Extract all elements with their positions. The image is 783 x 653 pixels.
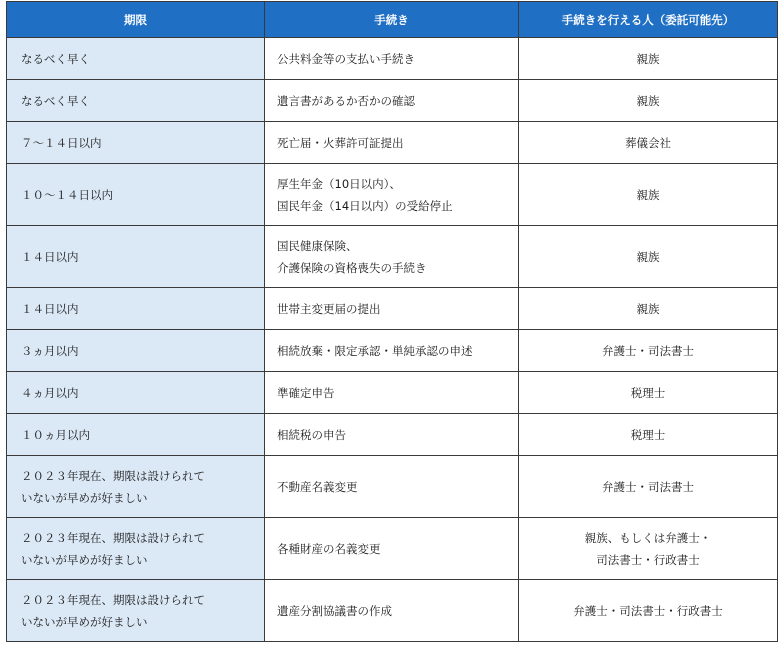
deadline-cell-text: ２０２３年現在、期限は設けられて — [21, 468, 205, 483]
procedure-cell-text: 公共料金等の支払い手続き — [277, 51, 415, 66]
deadline-cell-text: ２０２３年現在、期限は設けられて — [21, 530, 205, 545]
responsible-cell — [519, 38, 778, 80]
responsible-cell — [519, 456, 778, 518]
procedure-cell — [265, 122, 519, 164]
deadline-cell-text: いないが早めが好ましい — [21, 490, 148, 505]
procedure-cell — [265, 518, 519, 580]
procedure-cell-text: 遺言書があるか否かの確認 — [277, 93, 415, 108]
deadline-cell — [7, 330, 265, 372]
responsible-cell-text: 弁護士・司法書士・行政書士 — [573, 603, 723, 618]
deadline-cell-text: いないが早めが好ましい — [21, 552, 148, 567]
deadline-cell-text: １０～１４日以内 — [21, 187, 113, 202]
table-header-row — [7, 2, 778, 38]
procedure-cell — [265, 414, 519, 456]
deadline-cell-text: なるべく早く — [21, 93, 90, 108]
responsible-cell — [519, 414, 778, 456]
deadline-cell-text: １４日以内 — [21, 301, 79, 316]
deadline-cell-text: ３ヵ月以内 — [21, 343, 79, 358]
responsible-cell-text: 司法書士・行政書士 — [596, 552, 700, 567]
procedure-cell-text: 国民年金（14日以内）の受給停止 — [277, 198, 453, 213]
header-responsible: 手続きを行える人（委託可能先） — [519, 2, 778, 38]
responsible-cell — [519, 330, 778, 372]
header-procedure: 手続き — [265, 2, 519, 38]
responsible-cell-text: 税理士 — [630, 427, 666, 442]
deadline-cell-text: いないが早めが好ましい — [21, 614, 148, 629]
responsible-cell-text: 弁護士・司法書士 — [602, 479, 694, 494]
procedure-cell — [265, 80, 519, 122]
procedure-cell — [265, 38, 519, 80]
table-row — [7, 288, 778, 330]
procedure-cell-text: 相続放棄・限定承認・単純承認の申述 — [277, 343, 473, 358]
responsible-cell — [519, 372, 778, 414]
table-body — [7, 38, 778, 642]
responsible-cell-text: 弁護士・司法書士 — [602, 343, 694, 358]
deadline-cell — [7, 164, 265, 226]
table-row — [7, 122, 778, 164]
procedure-cell-text: 介護保険の資格喪失の手続き — [277, 260, 427, 275]
deadline-cell — [7, 372, 265, 414]
procedure-cell — [265, 456, 519, 518]
procedure-cell — [265, 330, 519, 372]
procedure-cell — [265, 372, 519, 414]
responsible-cell — [519, 288, 778, 330]
inheritance-procedures-table — [6, 1, 778, 642]
deadline-cell-text: ２０２３年現在、期限は設けられて — [21, 592, 205, 607]
table-row — [7, 580, 778, 642]
deadline-cell-text: ７～１４日以内 — [21, 135, 102, 150]
procedure-cell-text: 相続税の申告 — [277, 427, 346, 442]
responsible-cell — [519, 226, 778, 288]
header-deadline: 期限 — [7, 2, 265, 38]
procedure-cell — [265, 580, 519, 642]
table-row — [7, 414, 778, 456]
responsible-cell — [519, 164, 778, 226]
responsible-cell-text: 親族 — [636, 187, 660, 202]
responsible-cell-text: 親族 — [636, 301, 660, 316]
table-row — [7, 80, 778, 122]
procedure-cell — [265, 226, 519, 288]
procedure-cell-text: 厚生年金（10日以内）、 — [277, 176, 401, 191]
procedure-cell-text: 各種財産の名義変更 — [277, 541, 381, 556]
table-row — [7, 372, 778, 414]
responsible-cell-text: 親族 — [636, 249, 660, 264]
table-row — [7, 456, 778, 518]
table-row — [7, 38, 778, 80]
procedure-cell-text: 遺産分割協議書の作成 — [277, 603, 392, 618]
responsible-cell — [519, 80, 778, 122]
deadline-cell — [7, 580, 265, 642]
deadline-cell — [7, 456, 265, 518]
table-row — [7, 164, 778, 226]
table-row — [7, 518, 778, 580]
responsible-cell — [519, 518, 778, 580]
deadline-cell — [7, 226, 265, 288]
table-row — [7, 330, 778, 372]
deadline-cell-text: １０ヵ月以内 — [21, 427, 90, 442]
responsible-cell-text: 親族 — [636, 51, 660, 66]
procedure-cell-text: 不動産名義変更 — [277, 479, 358, 494]
table-row — [7, 226, 778, 288]
deadline-cell — [7, 288, 265, 330]
responsible-cell — [519, 122, 778, 164]
procedure-cell-text: 国民健康保険、 — [277, 238, 358, 253]
procedure-cell — [265, 164, 519, 226]
procedure-cell-text: 死亡届・火葬許可証提出 — [277, 135, 404, 150]
responsible-cell-text: 税理士 — [630, 385, 666, 400]
deadline-cell-text: なるべく早く — [21, 51, 90, 66]
deadline-cell — [7, 80, 265, 122]
deadline-cell — [7, 122, 265, 164]
responsible-cell-text: 葬儀会社 — [625, 135, 671, 150]
responsible-cell — [519, 580, 778, 642]
procedure-cell-text: 世帯主変更届の提出 — [277, 301, 381, 316]
deadline-cell — [7, 38, 265, 80]
deadline-cell-text: １４日以内 — [21, 249, 79, 264]
procedure-cell — [265, 288, 519, 330]
procedure-cell-text: 準確定申告 — [277, 385, 335, 400]
responsible-cell-text: 親族 — [636, 93, 660, 108]
deadline-cell-text: ４ヵ月以内 — [21, 385, 79, 400]
deadline-cell — [7, 414, 265, 456]
deadline-cell — [7, 518, 265, 580]
responsible-cell-text: 親族、もしくは弁護士・ — [584, 530, 712, 545]
